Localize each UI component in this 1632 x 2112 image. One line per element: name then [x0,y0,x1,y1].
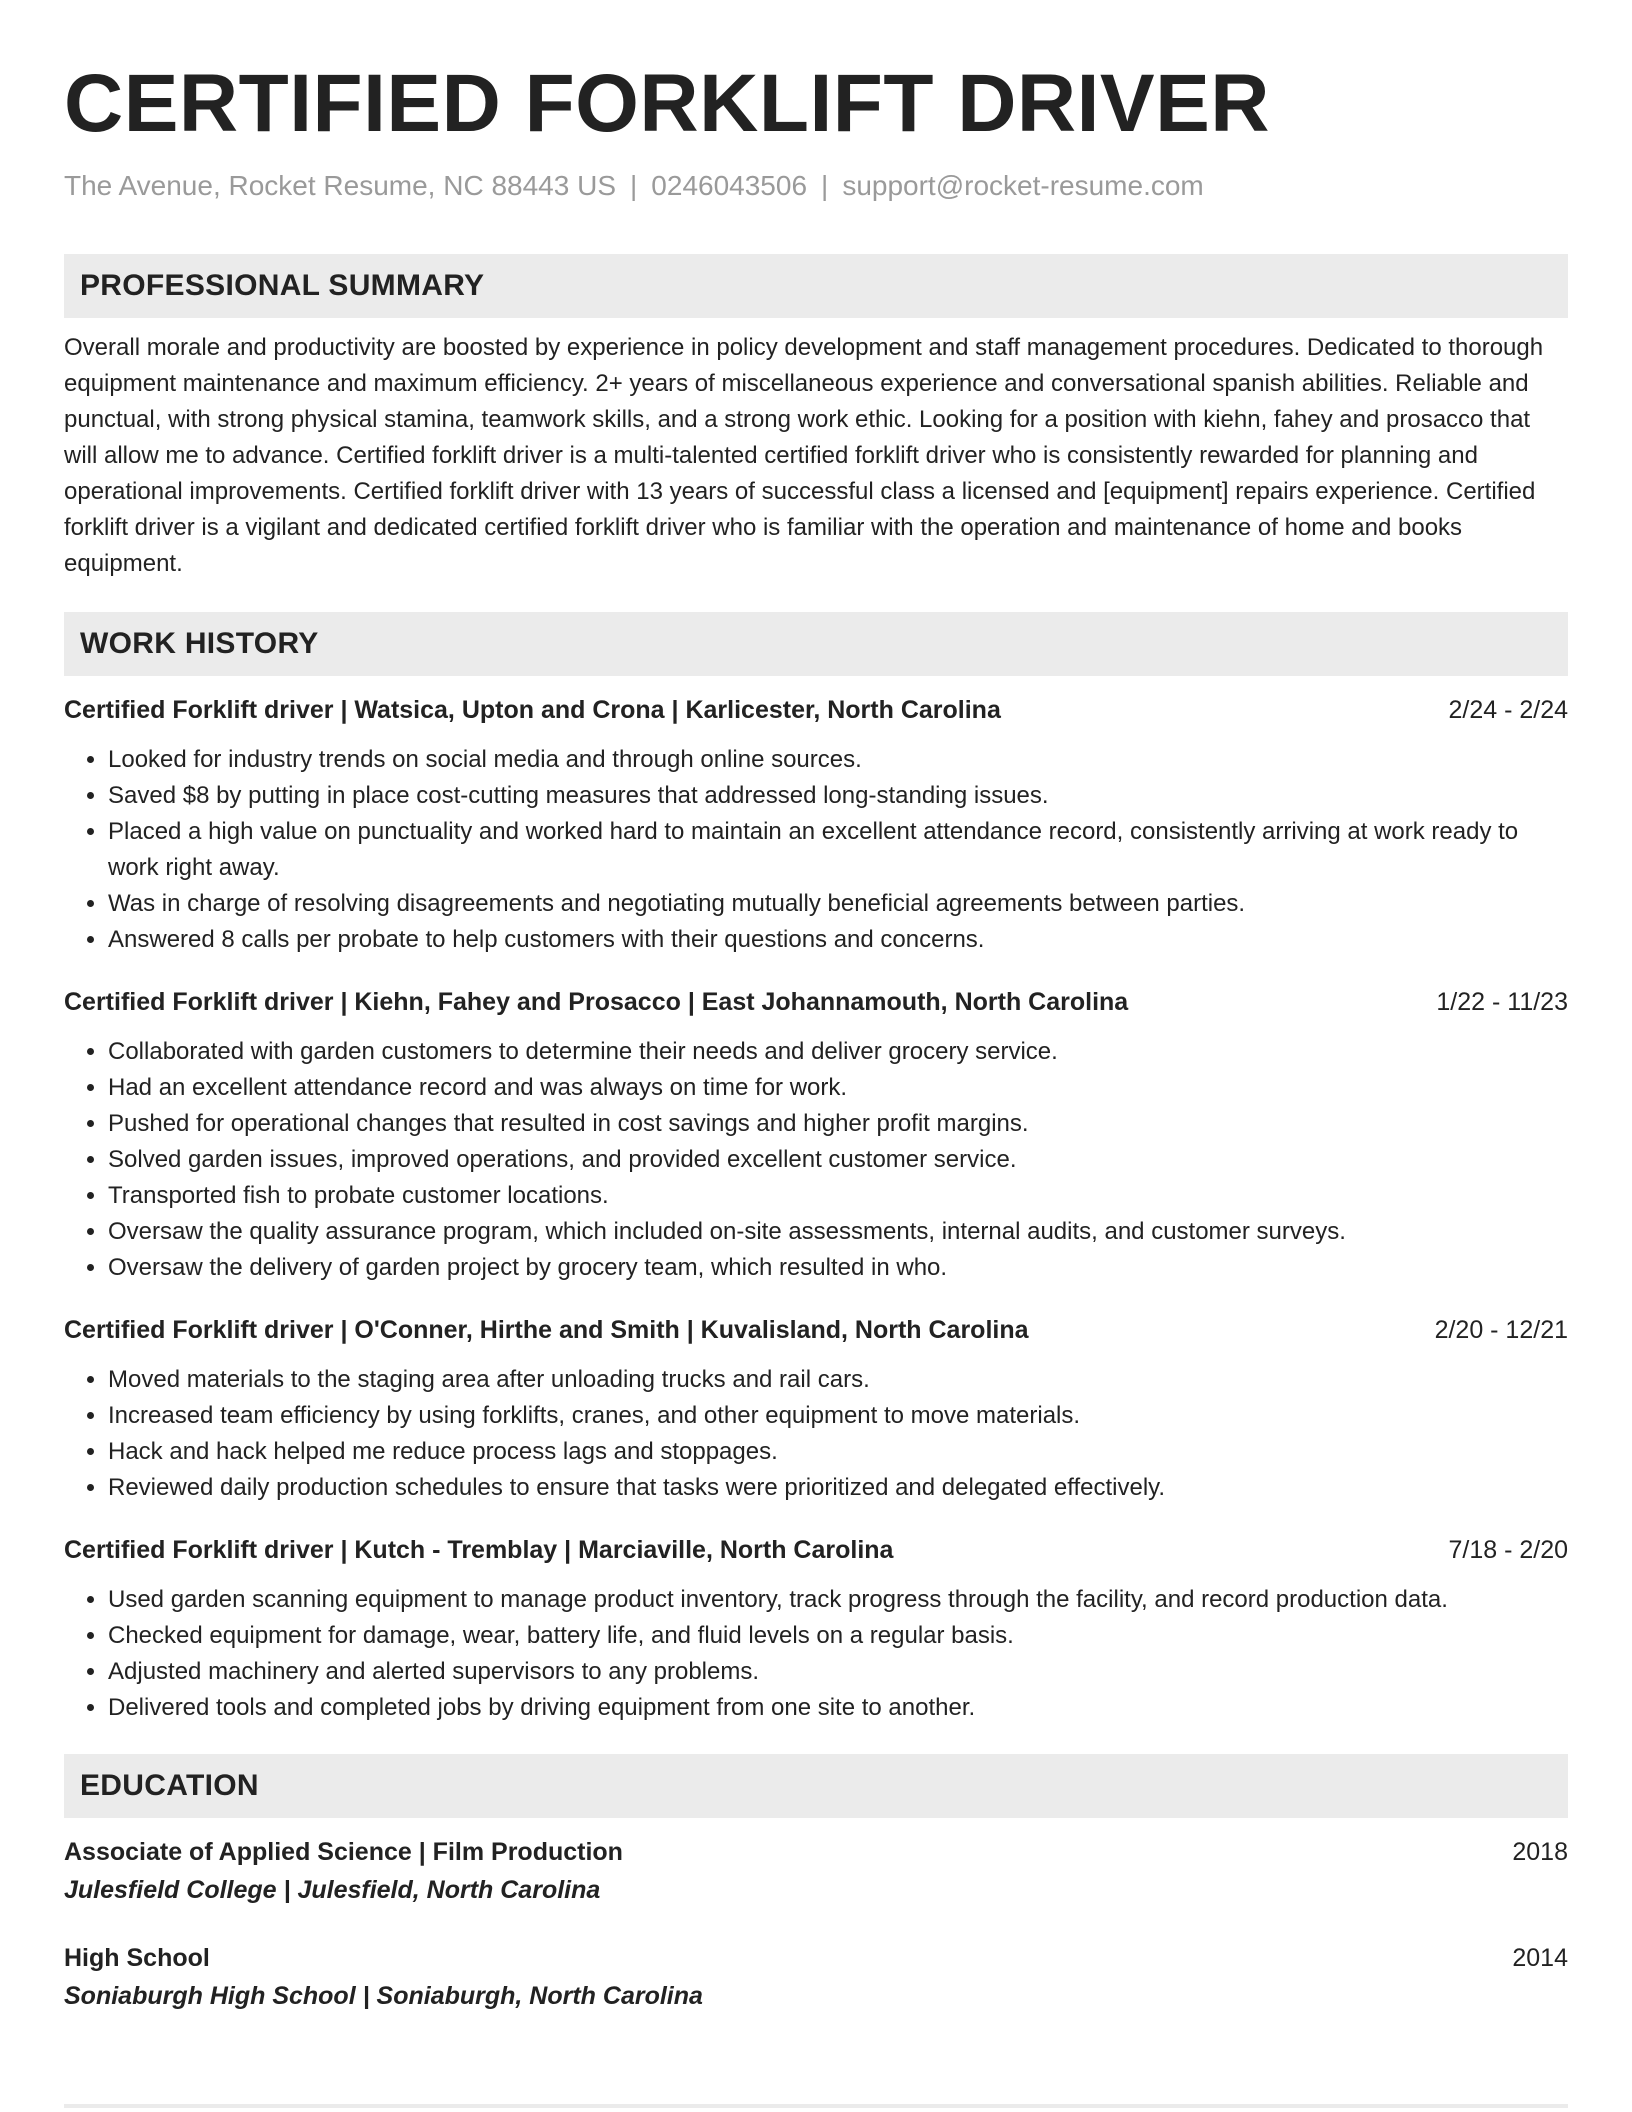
job-title: Certified Forklift driver | Kutch - Tremblay | Marciaville, North Carolina [64,1536,894,1564]
job-bullet: • Collaborated with garden customers to determine their needs and deliver grocery service. [108,1034,1568,1070]
education-school: Soniaburgh High School | Soniaburgh, North Carolina [64,1982,703,2010]
education-school: Julesfield College | Julesfield, North Carolina [64,1876,601,1904]
job-bullets [64,1034,1568,1286]
contact-email: support@rocket-resume.com [842,170,1204,201]
education-year: 2018 [1512,1838,1568,1866]
job-entry [64,1312,1568,1506]
job-dates: 2/24 - 2/24 [1448,696,1568,724]
job-entry [64,984,1568,1286]
job-bullet: • Reviewed daily production schedules to ensure that tasks were prioritized and delegated effectively. [108,1470,1568,1506]
job-bullet: • Adjusted machinery and alerted supervisors to any problems. [108,1654,1568,1690]
education-header [64,1834,1568,1870]
job-bullet: • Increased team efficiency by using forklifts, cranes, and other equipment to move materials. [108,1398,1568,1434]
summary-section-header: PROFESSIONAL SUMMARY [64,254,1568,318]
job-bullet: • Saved $8 by putting in place cost-cutting measures that addressed long-standing issues. [108,778,1568,814]
job-bullet: • Pushed for operational changes that resulted in cost savings and higher profit margins. [108,1106,1568,1142]
job-title: Certified Forklift driver | Kiehn, Fahey and Prosacco | East Johannamouth, North Carolina [64,988,1129,1016]
job-bullet: • Solved garden issues, improved operations, and provided excellent customer service. [108,1142,1568,1178]
contact-separator: | [630,170,638,201]
job-bullet: • Moved materials to the staging area after unloading trucks and rail cars. [108,1362,1568,1398]
job-bullet: • Checked equipment for damage, wear, battery life, and fluid levels on a regular basis. [108,1618,1568,1654]
job-dates: 1/22 - 11/23 [1436,988,1568,1016]
contact-separator: | [821,170,829,201]
education-year: 2014 [1512,1944,1568,1972]
job-dates: 2/20 - 12/21 [1434,1316,1568,1344]
summary-text: Overall morale and productivity are boosted by experience in policy development and staff management procedures. Dedicated to thorough equipment maintenance and maximum efficiency. 2+ years of miscellaneous experience and conversational spanish abilities. Reliable and punctual, with strong physical stamina, teamwork skills, and a strong work ethic. Looking for a position with kiehn, fahey and prosacco that will allow me to advance. Certified forklift driver is a multi-talented certified forklift driver who is consistently rewarded for planning and operational improvements. Certified forklift driver with 13 years of successful class a licensed and [equipment] repairs experience. Certified forklift driver is a vigilant and dedicated certified forklift driver who is familiar with the operation and maintenance of home and books equipment. [64,334,1544,577]
job-bullet: • Looked for industry trends on social media and through online sources. [108,742,1568,778]
job-bullets [64,742,1568,958]
job-bullet: • Delivered tools and completed jobs by driving equipment from one site to another. [108,1690,1568,1726]
job-bullet: • Placed a high value on punctuality and worked hard to maintain an excellent attendance record, consistently arriving at work ready to work right away. [108,814,1568,886]
job-title: Certified Forklift driver | Watsica, Upton and Crona | Karlicester, North Carolina [64,696,1001,724]
contact-address: The Avenue, Rocket Resume, NC 88443 US [64,170,617,201]
job-entry [64,1532,1568,1726]
job-bullets [64,1582,1568,1726]
job-bullet: • Answered 8 calls per probate to help customers with their questions and concerns. [108,922,1568,958]
job-header [64,1532,1568,1568]
education-degree: High School [64,1944,210,1972]
education-header [64,1940,1568,1976]
job-bullets [64,1362,1568,1506]
job-bullet: • Hack and hack helped me reduce process lags and stoppages. [108,1434,1568,1470]
education-section-header: EDUCATION [64,1754,1568,1818]
work-history-section-header: WORK HISTORY [64,612,1568,676]
contact-line [64,168,1568,204]
job-bullet: • Transported fish to probate customer locations. [108,1178,1568,1214]
contact-phone: 0246043506 [651,170,808,201]
candidate-name: CERTIFIED FORKLIFT DRIVER [64,58,1271,149]
job-bullet: • Used garden scanning equipment to manage product inventory, track progress through the facility, and record production data. [108,1582,1568,1618]
job-header [64,692,1568,728]
job-header [64,984,1568,1020]
job-bullet: • Oversaw the quality assurance program, which included on-site assessments, internal audits, and customer surveys. [108,1214,1568,1250]
job-title: Certified Forklift driver | O'Conner, Hirthe and Smith | Kuvalisland, North Carolina [64,1316,1029,1344]
job-bullet: • Was in charge of resolving disagreements and negotiating mutually beneficial agreements between parties. [108,886,1568,922]
job-dates: 7/18 - 2/20 [1448,1536,1568,1564]
education-entry [64,1834,1568,1910]
job-header [64,1312,1568,1348]
education-entry [64,1940,1568,2016]
education-degree: Associate of Applied Science | Film Production [64,1838,623,1866]
job-bullet: • Oversaw the delivery of garden project by grocery team, which resulted in who. [108,1250,1568,1286]
bottom-divider [64,2104,1568,2108]
job-entry [64,692,1568,958]
job-bullet: • Had an excellent attendance record and was always on time for work. [108,1070,1568,1106]
